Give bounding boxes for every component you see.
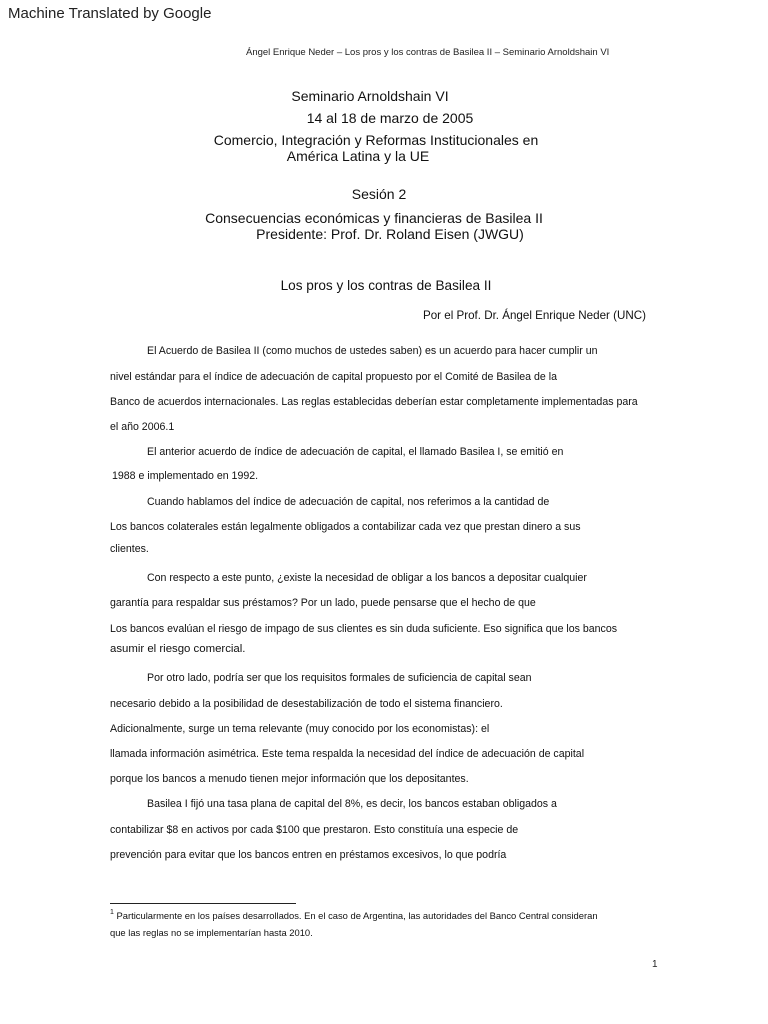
body-line: nivel estándar para el índice de adecuación de capital propuesto por el Comité de Basilea de la bbox=[110, 371, 557, 383]
footnote-text: Particularmente en los países desarrollados. En el caso de Argentina, las autoridades del Banco Central consideran bbox=[116, 910, 598, 921]
footnote-line2: que las reglas no se implementarían hasta 2010. bbox=[110, 927, 313, 938]
body-line: el año 2006.1 bbox=[110, 421, 175, 433]
footnote-line1 bbox=[110, 910, 598, 921]
session-president: Presidente: Prof. Dr. Roland Eisen (JWGU) bbox=[256, 226, 524, 242]
body-line: Por otro lado, podría ser que los requisitos formales de suficiencia de capital sean bbox=[147, 672, 532, 684]
body-line: El Acuerdo de Basilea II (como muchos de ustedes saben) es un acuerdo para hacer cumplir un bbox=[147, 345, 598, 357]
body-line: asumir el riesgo comercial. bbox=[110, 643, 246, 655]
body-line: El anterior acuerdo de índice de adecuación de capital, el llamado Basilea I, se emitió en bbox=[147, 446, 564, 458]
body-line: Con respecto a este punto, ¿existe la necesidad de obligar a los bancos a depositar cualquier bbox=[147, 572, 587, 584]
body-line: 1988 e implementado en 1992. bbox=[112, 470, 259, 482]
body-line: Cuando hablamos del índice de adecuación de capital, nos referimos a la cantidad de bbox=[147, 496, 550, 508]
body-line: Los bancos evalúan el riesgo de impago de sus clientes es sin duda suficiente. Eso significa que los bancos bbox=[110, 623, 618, 635]
session-number: Sesión 2 bbox=[351, 186, 407, 202]
seminar-theme-line2: América Latina y la UE bbox=[286, 148, 430, 164]
body-line: llamada información asimétrica. Este tema respalda la necesidad del índice de adecuación de capital bbox=[110, 748, 585, 760]
body-line: Basilea I fijó una tasa plana de capital del 8%, es decir, los bancos estaban obligados a bbox=[147, 798, 557, 810]
page-number: 1 bbox=[652, 959, 658, 970]
body-line: Banco de acuerdos internacionales. Las reglas establecidas deberían estar completamente implementadas para bbox=[110, 396, 638, 408]
seminar-name: Seminario Arnoldshain VI bbox=[291, 88, 449, 104]
body-line: clientes. bbox=[110, 543, 149, 555]
body-line: Los bancos colaterales están legalmente obligados a contabilizar cada vez que prestan dinero a sus bbox=[110, 521, 581, 533]
paper-title: Los pros y los contras de Basilea II bbox=[280, 278, 492, 293]
body-line: garantía para respaldar sus préstamos? Por un lado, puede pensarse que el hecho de que bbox=[110, 597, 536, 609]
session-title: Consecuencias económicas y financieras de Basilea II bbox=[205, 210, 543, 226]
body-line: porque los bancos a menudo tienen mejor información que los depositantes. bbox=[110, 773, 469, 785]
running-header: Ángel Enrique Neder – Los pros y los contras de Basilea II – Seminario Arnoldshain VI bbox=[246, 47, 610, 58]
machine-translation-banner: Machine Translated by Google bbox=[8, 5, 212, 22]
body-line: necesario debido a la posibilidad de desestabilización de todo el sistema financiero. bbox=[110, 698, 503, 710]
author-line: Por el Prof. Dr. Ángel Enrique Neder (UNC) bbox=[423, 309, 646, 322]
footnote-marker: 1 bbox=[110, 909, 114, 916]
body-line: Adicionalmente, surge un tema relevante (muy conocido por los economistas): el bbox=[110, 723, 490, 735]
body-line: contabilizar $8 en activos por cada $100 que prestaron. Esto constituía una especie de bbox=[110, 824, 519, 836]
seminar-dates: 14 al 18 de marzo de 2005 bbox=[306, 110, 474, 126]
footnote-separator bbox=[110, 903, 296, 904]
seminar-theme-line1: Comercio, Integración y Reformas Institucionales en bbox=[213, 132, 539, 148]
body-line: prevención para evitar que los bancos entren en préstamos excesivos, lo que podría bbox=[110, 849, 507, 861]
